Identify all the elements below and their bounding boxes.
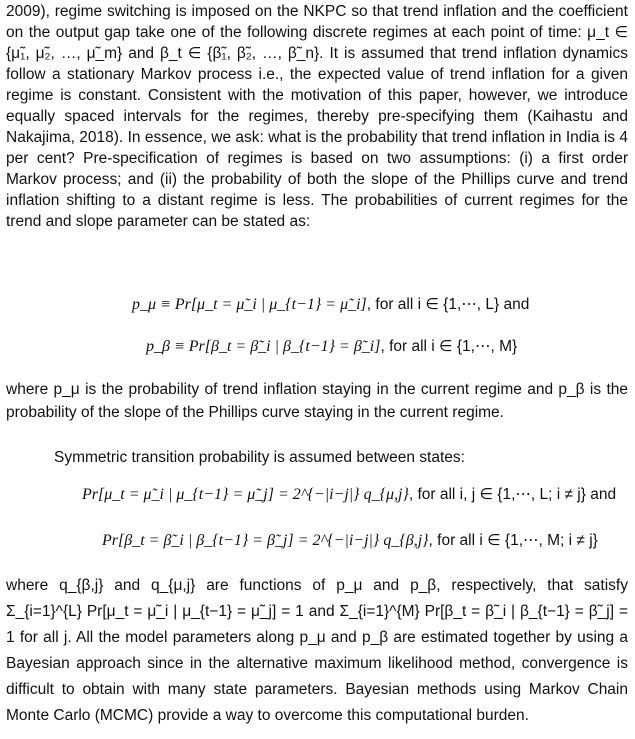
paragraph-parameter-estimation: where q_{β,j} and q_{μ,j} are functions of p_μ and p_β, respectively, that satisfy Σ_{i=1}^{L} Pr[μ_t = μ̃_i | μ_{t−1} = μ̃_j] = 1 and Σ_{i=1}^{M} Pr[β_t = β̃_i | β_{t−1} = β̃_j] = 1 for all j. All the model parameters along p_μ and p_β are estimated together by using a Bayesian approach since in the alternative maximum likelihood method, convergence is difficult to obtain with many state parameters. Bayesian methods using Markov Chain Monte Carlo (MCMC) provide a way to overcome this computational burden. bbox=[6, 577, 628, 724]
equation-condition: , for all i, j ∈ {1,⋯, L; i ≠ j} and bbox=[408, 486, 617, 503]
equation-math: p_μ ≡ Pr[μ_t = μ̃_i | μ_{t−1} = μ̃_i] bbox=[132, 296, 367, 313]
equation-trend-regime-probability bbox=[132, 294, 529, 315]
equation-condition: , for all i ∈ {1,⋯, M} bbox=[380, 338, 518, 355]
paragraph-regime-switching: 2009), regime switching is imposed on the NKPC so that trend inflation and the coefficient on the output gap take one of the following discrete regimes at each point of time: μ_t ∈ {μ̃₁, μ̃₂, …, μ̃_m} and β_t ∈ {β̃₁, β̃₂, …, β̃_n}. It is assumed that trend inflation dynamics follow a stationary Markov process i.e., the expected value of trend inflation for a given regime is constant. Consistent with the motivation of this paper, however, we introduce equally spaced intervals for the regimes, thereby pre-specifying them (Kaihastu and Nakajima, 2018). In essence, we ask: what is the probability that trend inflation in India is 4 per cent? Pre-specification of regimes is based on two assumptions: (i) a first order Markov process; and (ii) the probability of both the slope of the Phillips curve and trend inflation shifting to a distant regime is less. The probabilities of current regimes for the trend and slope parameter can be stated as: bbox=[6, 3, 628, 230]
equation-math: Pr[μ_t = μ̃_i | μ_{t−1} = μ̃_j] = 2^{−|i−j|} q_{μ,j} bbox=[82, 486, 409, 503]
paragraph-probability-definitions: where p_μ is the probability of trend inflation staying in the current regime and p_β is the probability of the slope of the Phillips curve staying in the current regime. bbox=[6, 381, 628, 421]
equation-math: Pr[β_t = β̃_i | β_{t−1} = β̃_j] = 2^{−|i−j|} q_{β,j} bbox=[102, 532, 429, 549]
equation-slope-transition bbox=[102, 530, 598, 551]
equation-math: p_β ≡ Pr[β_t = β̃_i | β_{t−1} = β̃_i] bbox=[146, 338, 381, 355]
equation-trend-transition bbox=[82, 484, 616, 505]
paragraph-symmetric-transition: Symmetric transition probability is assumed between states: bbox=[54, 449, 465, 466]
equation-slope-regime-probability bbox=[146, 336, 517, 357]
equation-condition: , for all i ∈ {1,⋯, L} and bbox=[366, 296, 530, 313]
equation-condition: , for all i ∈ {1,⋯, M; i ≠ j} bbox=[428, 532, 598, 549]
